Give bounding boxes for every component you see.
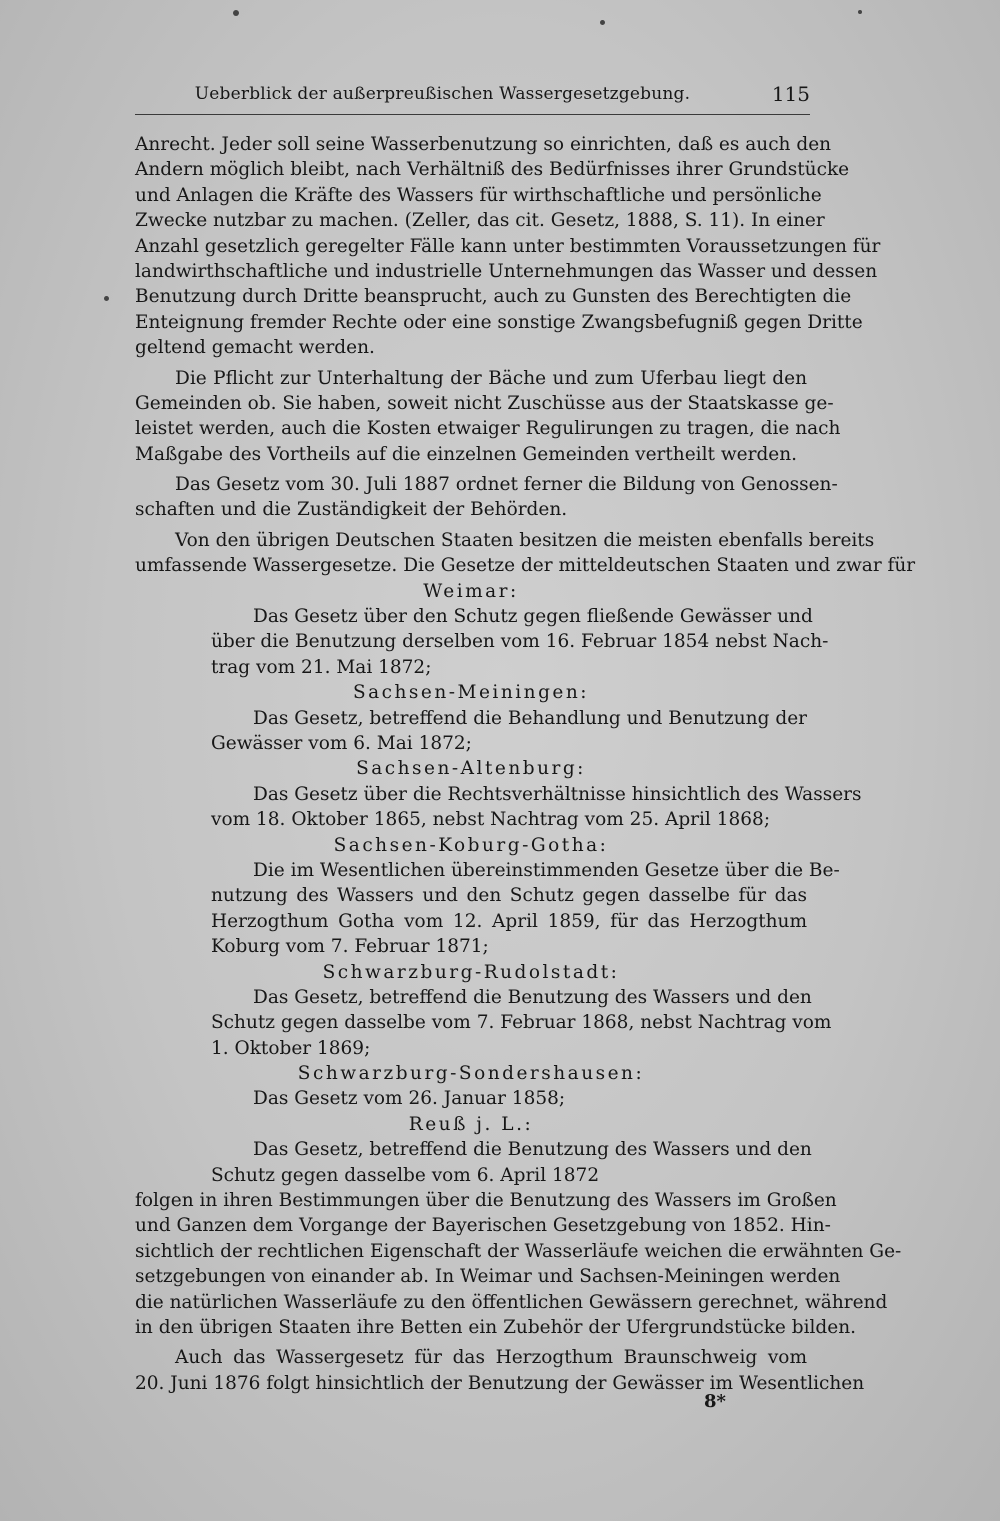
text-line: über die Benutzung derselben vom 16. Februar 1854 nebst Nach- <box>211 631 829 653</box>
running-header <box>135 80 810 115</box>
signature-mark: 8* <box>704 1391 726 1412</box>
text-line: leistet werden, auch die Kosten etwaiger Regulirungen zu tragen, die nach <box>135 418 841 440</box>
paragraph <box>135 472 838 523</box>
paragraph <box>135 1345 865 1396</box>
text-line: in den übrigen Staaten ihre Betten ein Zubehör der Ufergrundstücke bilden. <box>135 1316 857 1338</box>
text-line: Andern möglich bleibt, nach Verhältniß des Bedürfnisses ihrer Grundstücke <box>135 159 850 181</box>
text-line: 1. Oktober 1869; <box>211 1037 371 1059</box>
text-line: schaften und die Zuständigkeit der Behörden. <box>135 499 568 521</box>
state-heading: Sachsen-Koburg-Gotha: <box>333 834 609 856</box>
text-line: Benutzung durch Dritte beansprucht, auch zu Gunsten des Berechtigten die <box>135 286 852 308</box>
page-number: 115 <box>771 82 810 106</box>
paper-speck <box>858 10 862 14</box>
text-line: sichtlich der rechtlichen Eigenschaft der Wasserläufe weichen die erwähnten Ge- <box>135 1240 902 1262</box>
paragraph <box>135 366 841 468</box>
state-heading: Sachsen-Meiningen: <box>352 682 590 704</box>
text-line: 20. Juni 1876 folgt hinsichtlich der Benutzung der Gewässer im Wesentlichen <box>135 1372 865 1394</box>
text-line: umfassende Wassergesetze. Die Gesetze der mitteldeutschen Staaten und zwar für <box>135 555 916 577</box>
text-line: geltend gemacht werden. <box>135 337 375 359</box>
state-heading: Schwarzburg-Sondershausen: <box>297 1063 645 1085</box>
text-line: Das Gesetz vom 26. Januar 1858; <box>253 1088 566 1110</box>
text-line: Von den übrigen Deutschen Staaten besitzen die meisten ebenfalls bereits <box>175 529 875 551</box>
text-line: Maßgabe des Vortheils auf die einzelnen Gemeinden vertheilt werden. <box>135 443 798 465</box>
state-laws-list <box>135 579 862 1188</box>
text-line: Enteignung fremder Rechte oder eine sonstige Zwangsbefugniß gegen Dritte <box>135 311 863 333</box>
text-line: und Ganzen dem Vorgange der Bayerischen Gesetzgebung von 1852. Hin- <box>135 1215 831 1237</box>
paper-speck <box>104 296 109 301</box>
text-line: trag vom 21. Mai 1872; <box>211 656 432 678</box>
paragraph <box>135 528 916 579</box>
text-line: Gemeinden ob. Sie haben, soweit nicht Zuschüsse aus der Staatskasse ge- <box>135 392 834 414</box>
text-line: Die Pflicht zur Unterhaltung der Bäche und zum Uferbau liegt den <box>175 367 807 389</box>
text-line: Anrecht. Jeder soll seine Wasserbenutzung so einrichten, daß es auch den <box>135 134 832 155</box>
text-line: folgen in ihren Bestimmungen über die Benutzung des Wassers im Großen <box>135 1190 837 1212</box>
text-line: Das Gesetz, betreffend die Benutzung des Wassers und den <box>253 986 812 1008</box>
text-line: Das Gesetz über die Rechtsverhältnisse hinsichtlich des Wassers <box>253 783 862 805</box>
state-heading: Reuß j. L.: <box>408 1113 534 1135</box>
text-line: Das Gesetz über den Schutz gegen fließende Gewässer und <box>253 606 813 628</box>
text-line: Anzahl gesetzlich geregelter Fälle kann unter bestimmten Voraussetzungen für <box>135 235 881 257</box>
text-line: Die im Wesentlichen übereinstimmenden Gesetze über die Be- <box>253 859 840 881</box>
text-line: Auch das Wassergesetz für das Herzogthum Braunschweig vom <box>175 1347 807 1369</box>
text-line: setzgebungen von einander ab. In Weimar und Sachsen-Meiningen werden <box>135 1266 841 1288</box>
text-line: Herzogthum Gotha vom 12. April 1859, für das Herzogthum <box>211 910 807 932</box>
page-body <box>135 132 916 1396</box>
text-line: Gewässer vom 6. Mai 1872; <box>211 732 472 754</box>
text-line: Schutz gegen dasselbe vom 6. April 1872 <box>211 1164 600 1186</box>
text-line: die natürlichen Wasserläufe zu den öffentlichen Gewässern gerechnet, während <box>135 1291 888 1313</box>
text-line: Koburg vom 7. Februar 1871; <box>211 936 489 958</box>
state-heading: Schwarzburg-Rudolstadt: <box>322 961 620 983</box>
state-heading: Weimar: <box>423 580 519 602</box>
text-line: nutzung des Wassers und den Schutz gegen dasselbe für das <box>211 885 807 907</box>
header-title: Ueberblick der außerpreußischen Wassergesetzgebung. <box>194 84 691 104</box>
text-line: Das Gesetz vom 30. Juli 1887 ordnet ferner die Bildung von Genossen- <box>175 474 838 496</box>
paragraph <box>135 1188 902 1340</box>
text-line: Das Gesetz, betreffend die Benutzung des Wassers und den <box>253 1139 812 1161</box>
paragraph <box>135 132 881 361</box>
text-line: Zwecke nutzbar zu machen. (Zeller, das cit. Gesetz, 1888, S. 11). In einer <box>135 210 825 232</box>
paper-speck <box>233 10 239 16</box>
text-line: Das Gesetz, betreffend die Behandlung und Benutzung der <box>253 707 807 729</box>
text-line: Schutz gegen dasselbe vom 7. Februar 1868, nebst Nachtrag vom <box>211 1012 832 1034</box>
paper-speck <box>600 20 605 25</box>
text-line: und Anlagen die Kräfte des Wassers für wirthschaftliche und persönliche <box>135 184 822 206</box>
text-line: vom 18. Oktober 1865, nebst Nachtrag vom 25. April 1868; <box>211 809 771 831</box>
text-line: landwirthschaftliche und industrielle Unternehmungen das Wasser und dessen <box>135 260 878 282</box>
state-heading: Sachsen-Altenburg: <box>356 758 586 780</box>
